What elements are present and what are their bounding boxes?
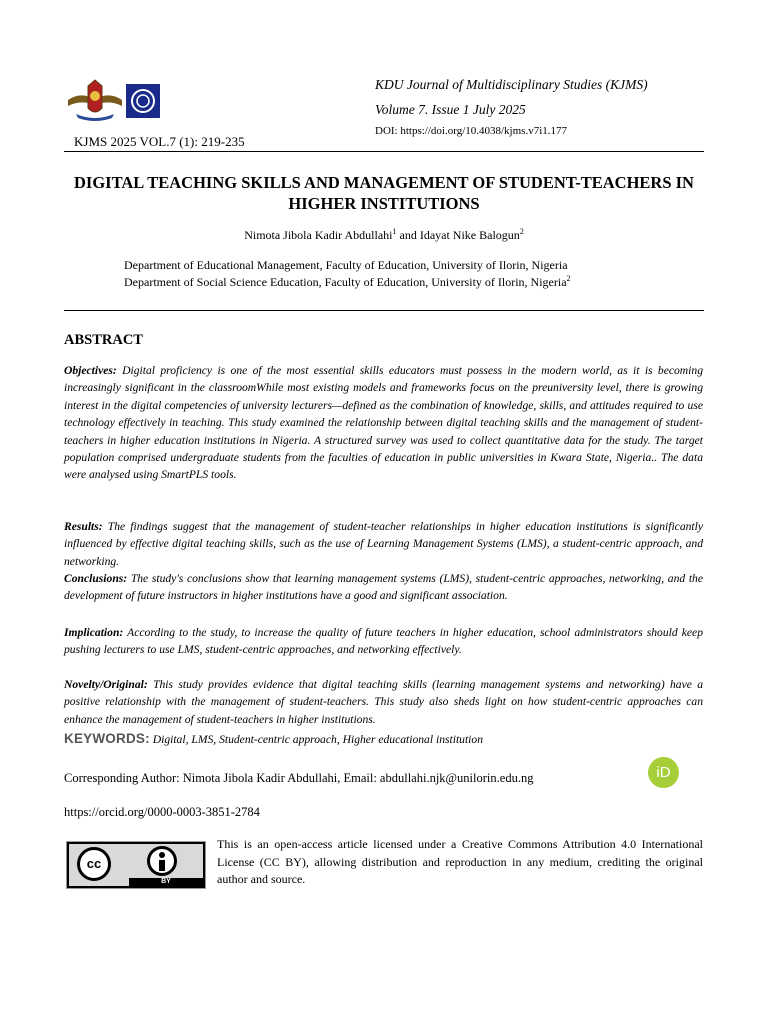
affiliation-1: Department of Educational Management, Faculty of Education, University of Ilorin, Nigeria — [124, 258, 568, 272]
author-line — [64, 228, 704, 243]
conclusions-text: The study's conclusions show that learning management systems (LMS), student-centric approaches, networking, and the development of future instructors in higher institutions have a good and significant association. — [64, 572, 703, 603]
journal-name: KDU Journal of Multidisciplinary Studies (KJMS) — [375, 77, 648, 92]
conclusions-label: Conclusions: — [64, 572, 128, 585]
implication-paragraph — [64, 624, 703, 659]
author-2-sup: 2 — [519, 227, 524, 236]
doi-label: DOI: — [375, 125, 398, 137]
results-text: The findings suggest that the management of student-teacher relationships in higher education institutions is significantly influenced by effective digital teaching skills, such as the use of Learning Management Systems (LMS), a student-centric approach, and networking. — [64, 520, 703, 568]
cc-icon: cc — [77, 847, 111, 881]
cc-by-badge[interactable] — [66, 841, 206, 889]
section-divider — [64, 310, 704, 311]
author-1-sup: 1 — [392, 227, 397, 236]
conclusions-paragraph — [64, 570, 703, 605]
cc-badge-inner — [69, 844, 203, 886]
novelty-label: Novelty/Original: — [64, 678, 148, 691]
author-and: and — [396, 228, 420, 242]
affiliation-2: Department of Social Science Education, Faculty of Education, University of Ilorin, Nigeria — [124, 275, 567, 289]
journal-logos — [66, 78, 162, 122]
journal-reference: KJMS 2025 VOL.7 (1): 219-235 — [74, 134, 245, 149]
license-text: This is an open-access article licensed under a Creative Commons Attribution 4.0 International License (CC BY), allowing distribution and reproduction in any medium, crediting the original author and source. — [217, 837, 703, 886]
objectives-paragraph — [64, 362, 703, 484]
corresponding-author: Corresponding Author: Nimota Jibola Kadir Abdullahi, Email: abdullahi.njk@unilorin.edu.ng — [64, 771, 534, 785]
implication-label: Implication: — [64, 626, 124, 639]
paper-title: DIGITAL TEACHING SKILLS AND MANAGEMENT OF STUDENT-TEACHERS IN HIGHER INSTITUTIONS — [74, 173, 694, 213]
novelty-text: This study provides evidence that digital teaching skills (learning management systems and networking) have a positive relationship with the management of student-teachers. This study also sheds light on how student-centric approaches can enhance the management of student-teachers in higher institutions. — [64, 678, 704, 726]
orcid-icon[interactable]: iD — [648, 757, 679, 788]
author-2: Idayat Nike Balogun — [419, 228, 520, 242]
keywords-line — [64, 730, 483, 749]
header-divider — [64, 151, 704, 152]
kdu-crest-icon — [66, 78, 124, 122]
author-1: Nimota Jibola Kadir Abdullahi — [244, 228, 393, 242]
implication-text: According to the study, to increase the quality of future teachers in higher education, school administrators should keep pushing lecturers to use LMS, student-centric approaches, and networking effectively. — [64, 626, 703, 657]
novelty-paragraph — [64, 676, 703, 728]
objectives-text: Digital proficiency is one of the most essential skills educators must possess in the modern world, as it is becoming increasingly significant in the classroomWhile most existing models and frameworks focus on the preuniversity level, there is growing interest in the digital competencies of university lecturers—defined as the combination of knowledge, skills, and attitudes required to use technology effectively in teaching. This study examined the relationship between digital teaching skills and the management of student-teachers in higher education institutions in Nigeria. A structured survey was used to collect quantitative data for the study. The target population comprised undergraduate students from the faculties of education in public universities in Kwara State, Nigeria.. The data were analysed using SmartPLS tools. — [64, 364, 703, 482]
results-label: Results: — [64, 520, 103, 533]
blue-logo-icon — [126, 84, 160, 118]
by-label: BY — [129, 878, 203, 886]
attribution-person-icon — [147, 846, 177, 876]
doi-link[interactable]: https://doi.org/10.4038/kjms.v7i1.177 — [400, 125, 568, 137]
doi-line — [375, 122, 705, 140]
keywords-label: KEYWORDS: — [64, 731, 150, 746]
orcid-link[interactable]: https://orcid.org/0000-0003-3851-2784 — [64, 805, 260, 819]
affiliation-2-line — [124, 274, 664, 291]
objectives-label: Objectives: — [64, 364, 117, 377]
results-paragraph — [64, 518, 703, 570]
journal-volume: Volume 7. Issue 1 July 2025 — [375, 102, 526, 117]
affiliation-2-sup: 2 — [566, 274, 571, 283]
keywords-text: Digital, LMS, Student-centric approach, Higher educational institution — [152, 733, 483, 746]
journal-header — [375, 72, 705, 140]
affiliations — [124, 257, 664, 291]
abstract-heading: ABSTRACT — [64, 332, 143, 348]
